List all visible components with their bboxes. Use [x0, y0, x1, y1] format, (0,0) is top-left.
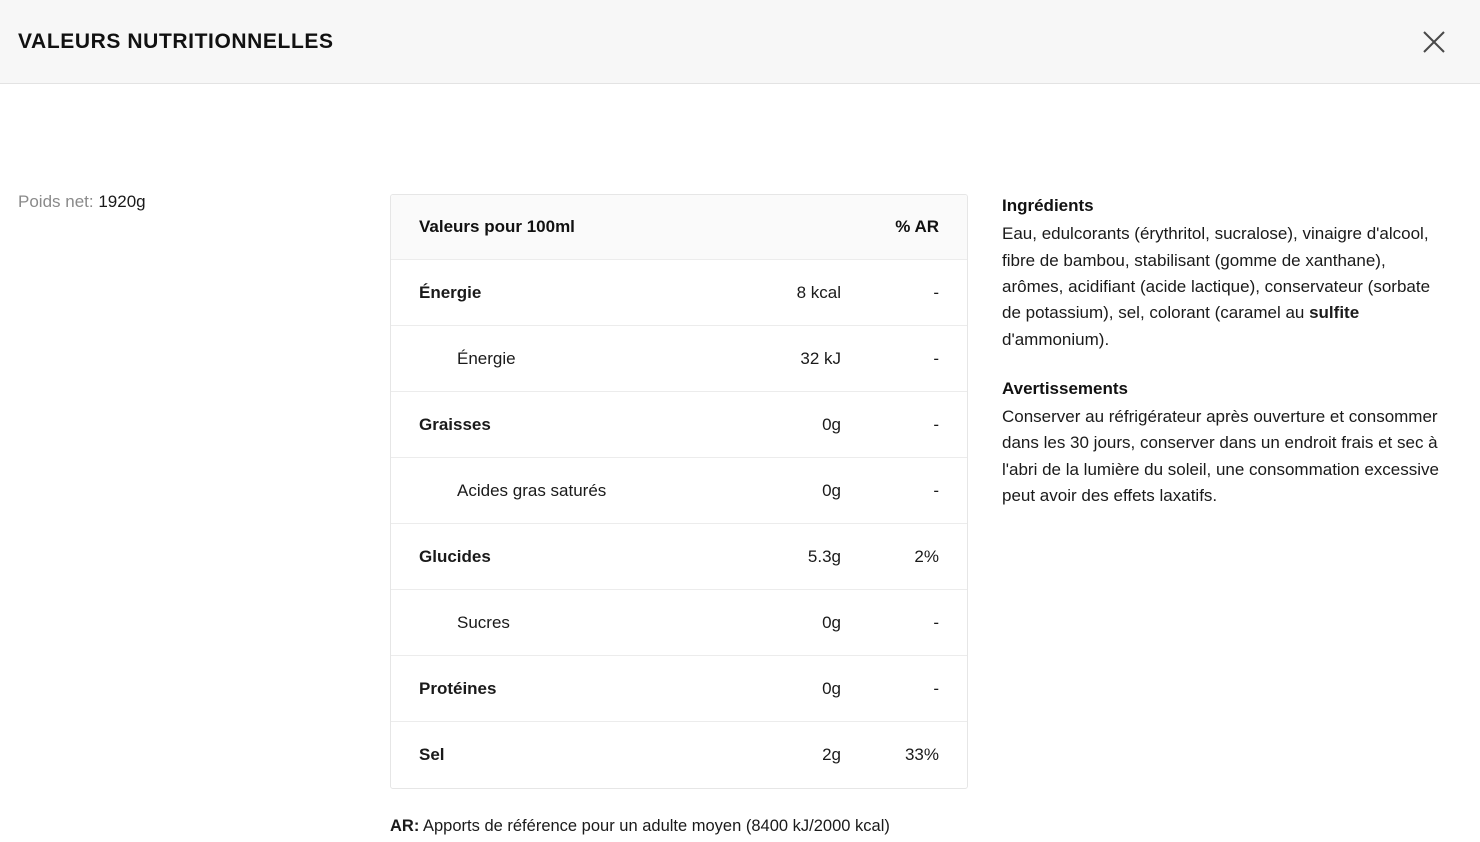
table-header-row — [391, 195, 967, 260]
ingredients-text-before: Eau, edulcorants (érythritol, sucralose), vinaigre d'alcool, fibre de bambou, stabilisant (gomme de xanthane), arômes, acidifiant (acide lactique), conservateur (sorbate de potassium), sel, colorant (caramel au — [1002, 224, 1431, 323]
net-weight — [18, 190, 390, 214]
nutrient-value: 0g — [822, 480, 841, 500]
ingredients-heading: Ingrédients — [1002, 196, 1094, 215]
nutrient-name: Graisses — [419, 414, 491, 434]
nutrient-value: 0g — [822, 414, 841, 434]
table-row — [391, 524, 967, 590]
nutrient-ar: - — [933, 282, 939, 302]
nutrient-value: 0g — [822, 612, 841, 632]
nutrient-ar: 33% — [904, 745, 939, 764]
nutrient-value: 2g — [822, 745, 841, 764]
table-row — [391, 722, 967, 788]
nutrient-ar: - — [933, 678, 939, 698]
table-row — [391, 458, 967, 524]
nutrient-name: Sel — [419, 745, 445, 764]
nutrient-value: 0g — [822, 678, 841, 698]
nutrient-name: Protéines — [419, 678, 497, 698]
nutrient-name: Énergie — [457, 348, 516, 368]
nutrient-name: Énergie — [419, 282, 482, 302]
ar-footnote — [390, 811, 968, 842]
close-button[interactable] — [1412, 20, 1456, 64]
modal-header — [0, 0, 1480, 84]
warnings-heading: Avertissements — [1002, 378, 1128, 398]
close-icon — [1420, 28, 1448, 56]
info-column — [990, 84, 1480, 509]
net-weight-value: 1920g — [98, 192, 146, 211]
table-row — [391, 392, 967, 458]
nutrient-ar: - — [933, 480, 939, 500]
table-row — [391, 590, 967, 656]
nutrient-ar: - — [933, 612, 939, 632]
nutrient-value: 5.3g — [807, 546, 841, 566]
ingredients-text-after: d'ammonium). — [1002, 329, 1110, 349]
nutrient-ar: - — [933, 348, 939, 368]
nutrient-name: Sucres — [457, 612, 510, 632]
ingredients-text-bold: sulfite — [1309, 303, 1360, 323]
nutrient-value: 8 kcal — [796, 282, 841, 302]
ar-footnote-text: Apports de référence pour un adulte moyen (8400 kJ/2000 kcal) — [419, 817, 890, 835]
nutrition-table — [390, 194, 968, 789]
ar-footnote-label: AR: — [390, 817, 420, 835]
nutrition-column — [390, 84, 990, 842]
page-title: VALEURS NUTRITIONNELLES — [18, 29, 334, 53]
table-row — [391, 326, 967, 392]
table-row — [391, 260, 967, 326]
ingredients-text — [1002, 221, 1446, 353]
modal-body — [0, 84, 1480, 835]
table-header-name: Valeurs pour 100ml — [419, 217, 575, 236]
nutrient-ar: - — [933, 414, 939, 434]
nutrient-value: 32 kJ — [800, 348, 841, 368]
table-row — [391, 656, 967, 722]
nutrient-name: Acides gras saturés — [457, 480, 607, 500]
table-header-ar: % AR — [895, 217, 939, 236]
nutrient-name: Glucides — [419, 546, 491, 566]
net-weight-column — [0, 84, 390, 214]
nutrient-ar: 2% — [914, 546, 939, 566]
net-weight-label: Poids net: — [18, 192, 94, 211]
warnings-text: Conserver au réfrigérateur après ouverture et consommer dans les 30 jours, conserver dans un endroit frais et sec à l'abri de la lumière du soleil, une consommation excessive peut avoir des effets laxatifs. — [1002, 407, 1439, 506]
